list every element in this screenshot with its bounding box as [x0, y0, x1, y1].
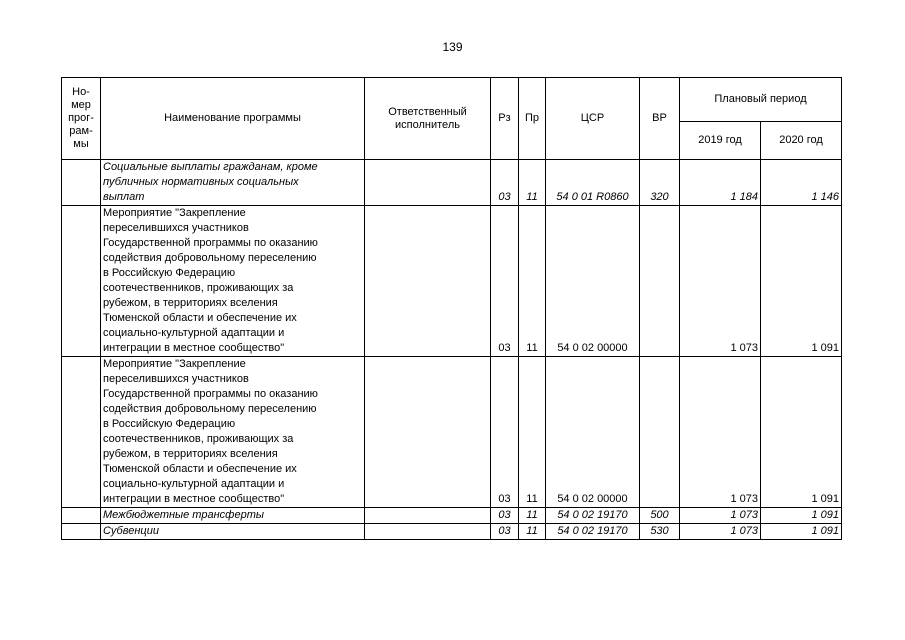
vr-cell: [640, 357, 680, 508]
program-name-cell: Субвенции: [101, 524, 365, 540]
program-name-cell: Мероприятие "Закрепление переселившихся участников Государственной программы по оказанию содействия добровольному переселению в Российскую Федерацию соотечественников, проживающих за рубежом, в территориях вселения Тюменской области и обеспечение их социально-культурной адаптации и интеграции в местное сообщество": [101, 357, 365, 508]
amount-2019-cell: 1 073: [680, 524, 761, 540]
executor-cell: [365, 160, 491, 206]
pr-cell: 11: [519, 508, 546, 524]
amount-2020-cell: 1 091: [761, 524, 842, 540]
vr-cell: 320: [640, 160, 680, 206]
executor-cell: [365, 357, 491, 508]
amount-2020-cell: 1 146: [761, 160, 842, 206]
amount-2020-cell: 1 091: [761, 508, 842, 524]
header-rz: Рз: [491, 78, 519, 160]
table-row: [62, 357, 842, 508]
csr-cell: 54 0 02 00000: [546, 357, 640, 508]
rz-cell: 03: [491, 357, 519, 508]
pr-cell: 11: [519, 524, 546, 540]
csr-cell: 54 0 02 19170: [546, 524, 640, 540]
program-name-cell: Социальные выплаты гражданам, кроме публичных нормативных социальных выплат: [101, 160, 365, 206]
row-number-cell: [62, 524, 101, 540]
rz-cell: 03: [491, 160, 519, 206]
amount-2020-cell: 1 091: [761, 357, 842, 508]
header-program-name: Наименование программы: [101, 78, 365, 160]
table-row: [62, 508, 842, 524]
header-year-2019: 2019 год: [680, 122, 761, 160]
pr-cell: 11: [519, 160, 546, 206]
program-name-cell: Мероприятие "Закрепление переселившихся участников Государственной программы по оказанию содействия добровольному переселению в Российскую Федерацию соотечественников, проживающих за рубежом, в территориях вселения Тюменской области и обеспечение их социально-культурной адаптации и интеграции в местное сообщество": [101, 206, 365, 357]
executor-cell: [365, 206, 491, 357]
page-number: 139: [442, 40, 463, 54]
header-csr: ЦСР: [546, 78, 640, 160]
row-number-cell: [62, 206, 101, 357]
amount-2019-cell: 1 073: [680, 508, 761, 524]
header-row: [62, 78, 842, 122]
vr-cell: 530: [640, 524, 680, 540]
table-row: [62, 524, 842, 540]
rz-cell: 03: [491, 206, 519, 357]
table-row: [62, 160, 842, 206]
row-number-cell: [62, 357, 101, 508]
csr-cell: 54 0 02 19170: [546, 508, 640, 524]
header-program-number: Но- мер прог- рам- мы: [62, 78, 101, 160]
amount-2020-cell: 1 091: [761, 206, 842, 357]
row-number-cell: [62, 508, 101, 524]
pr-cell: 11: [519, 206, 546, 357]
executor-cell: [365, 508, 491, 524]
amount-2019-cell: 1 073: [680, 206, 761, 357]
row-number-cell: [62, 160, 101, 206]
header-planning-period: Плановый период: [680, 78, 842, 122]
pr-cell: 11: [519, 357, 546, 508]
executor-cell: [365, 524, 491, 540]
amount-2019-cell: 1 184: [680, 160, 761, 206]
program-name-cell: Межбюджетные трансферты: [101, 508, 365, 524]
rz-cell: 03: [491, 524, 519, 540]
amount-2019-cell: 1 073: [680, 357, 761, 508]
budget-table: [61, 77, 842, 540]
header-year-2020: 2020 год: [761, 122, 842, 160]
vr-cell: [640, 206, 680, 357]
table-row: [62, 206, 842, 357]
header-executor: Ответственный исполнитель: [365, 78, 491, 160]
csr-cell: 54 0 02 00000: [546, 206, 640, 357]
rz-cell: 03: [491, 508, 519, 524]
csr-cell: 54 0 01 R0860: [546, 160, 640, 206]
header-pr: Пр: [519, 78, 546, 160]
vr-cell: 500: [640, 508, 680, 524]
header-vr: ВР: [640, 78, 680, 160]
